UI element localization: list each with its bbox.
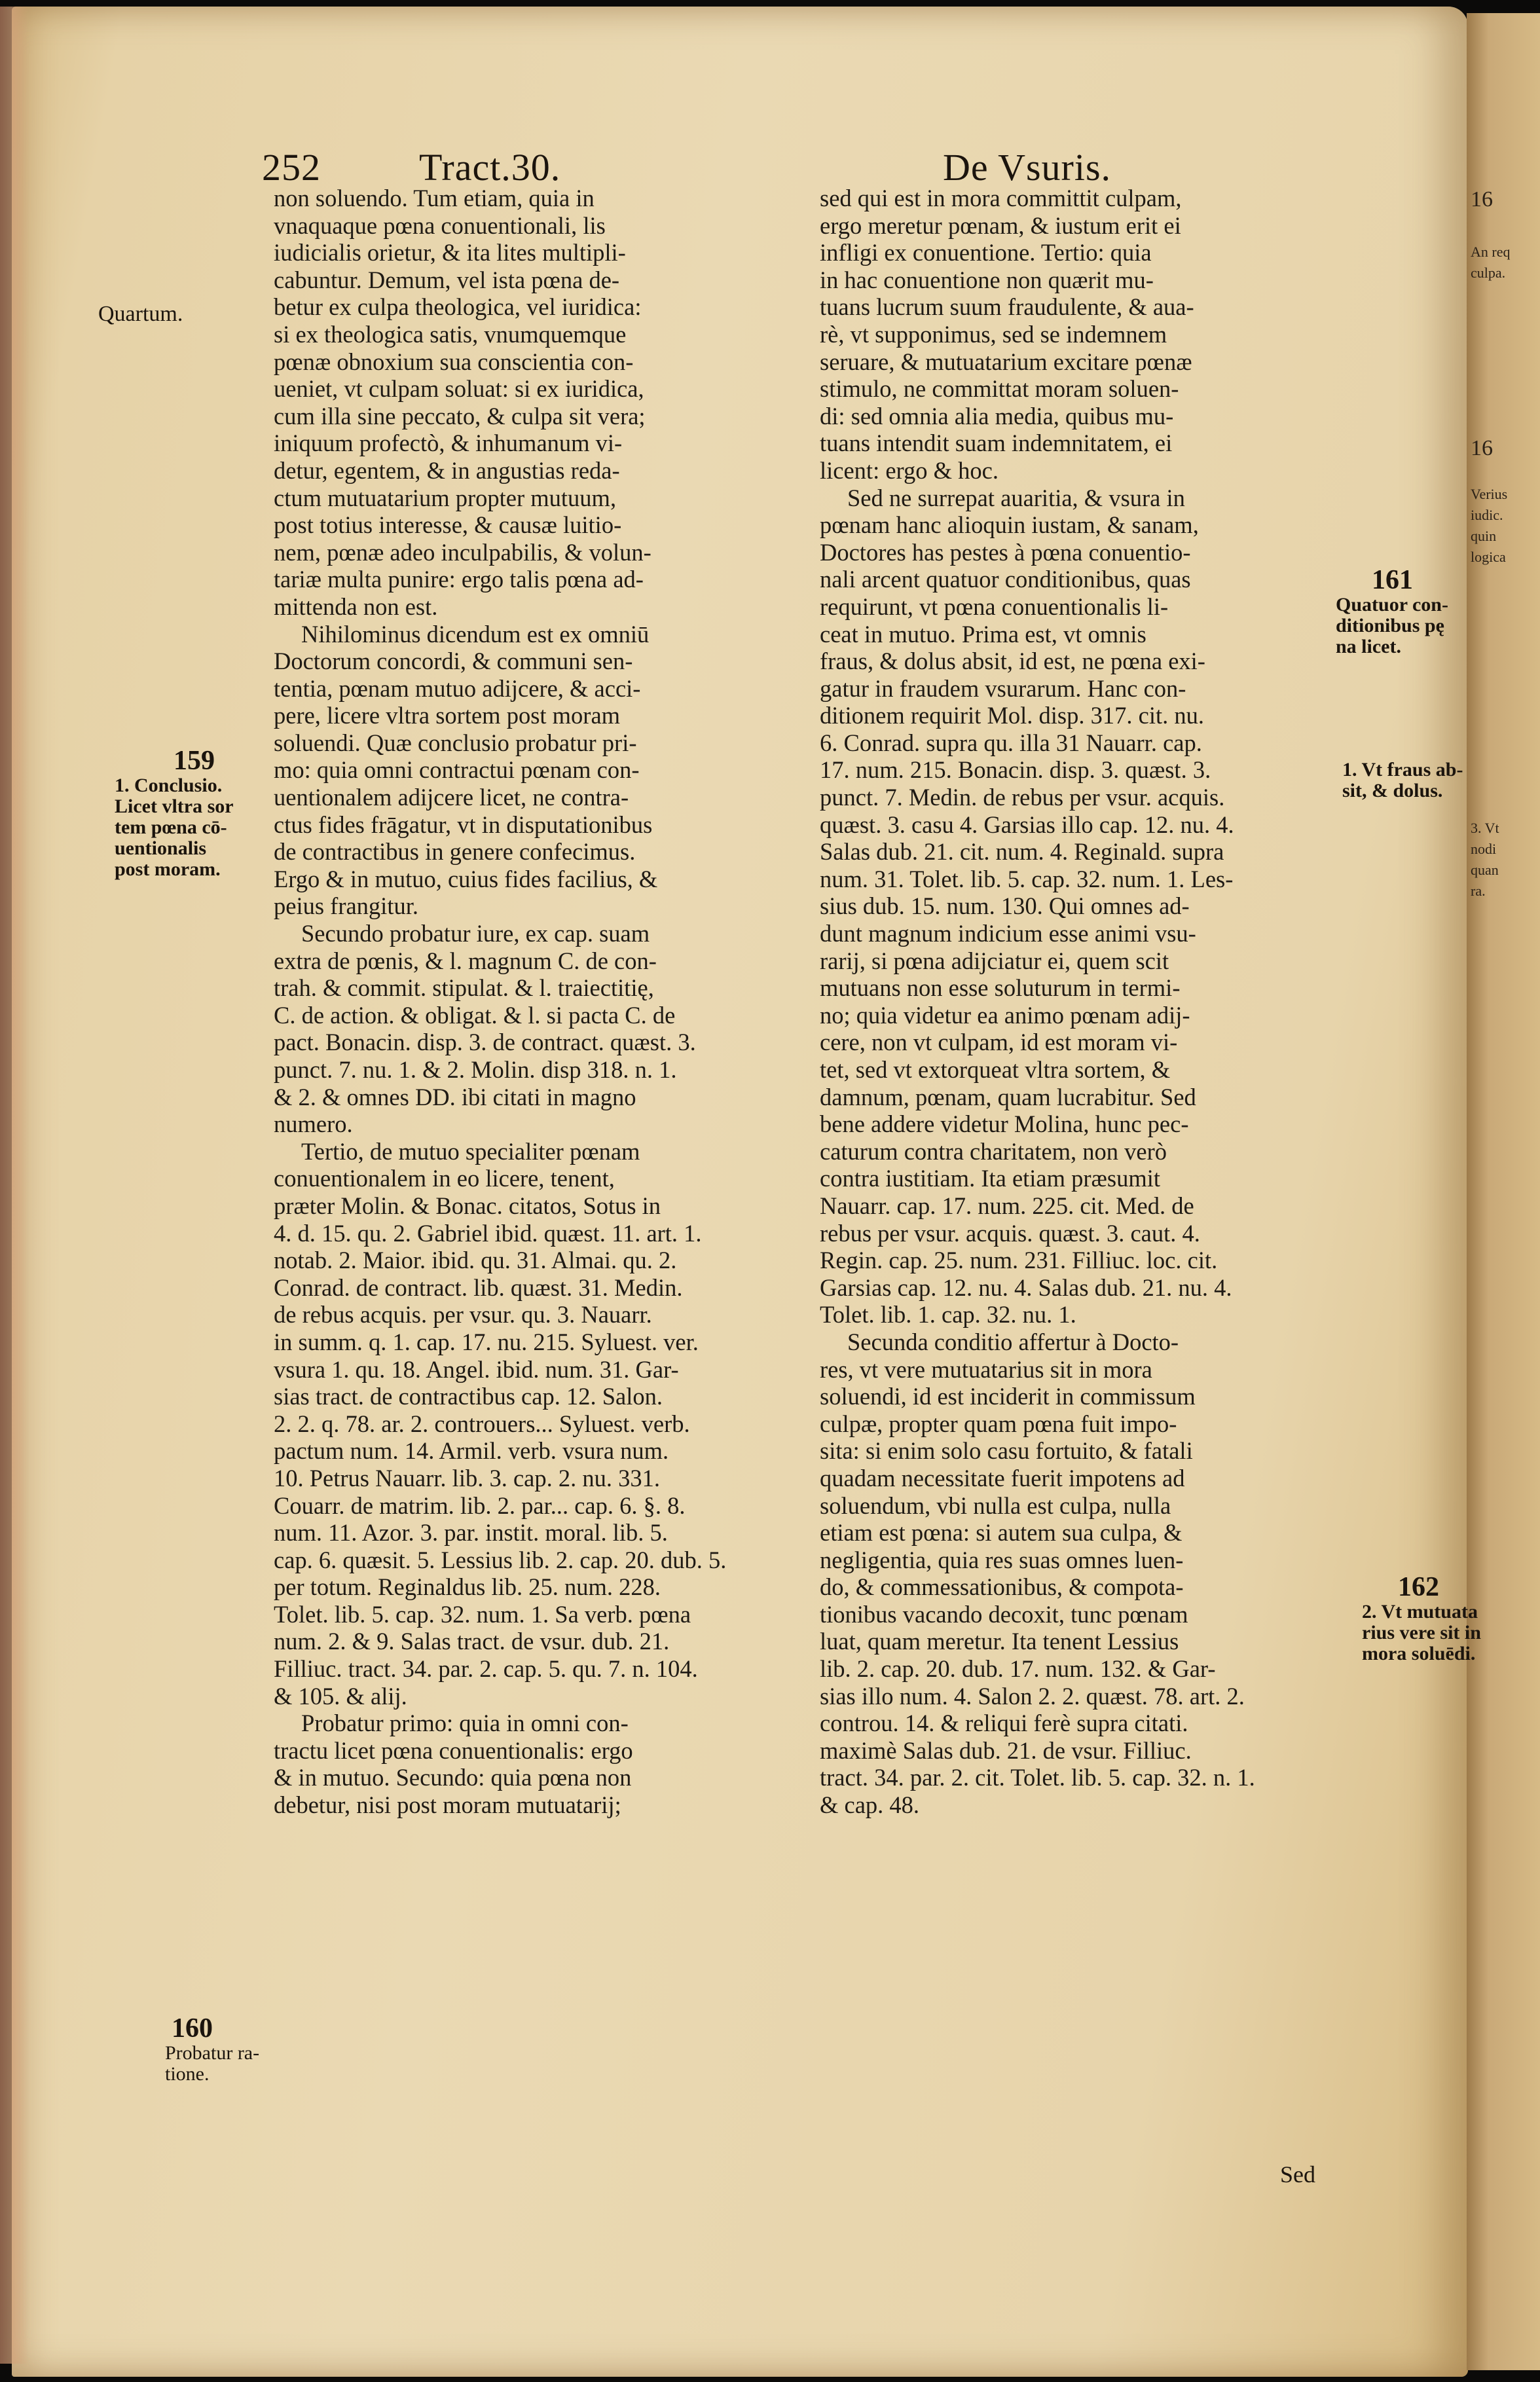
margin-note-line: post moram.	[115, 858, 221, 880]
text-line: bene addere videtur Molina, hunc pec-	[820, 1110, 1189, 1138]
margin-note-line: tem pœna cō-	[115, 816, 227, 838]
margin-note-line: rius vere sit in	[1362, 1622, 1481, 1643]
text-line: sed qui est in mora committit culpam,	[820, 185, 1182, 211]
section-title: De Vsuris.	[943, 146, 1112, 189]
text-line: di: sed omnia alia media, quibus mu-	[820, 402, 1174, 430]
text-line: num. 31. Tolet. lib. 5. cap. 32. num. 1. Les-	[820, 865, 1234, 892]
text-line: rarij, si pœna adijciatur ei, quem scit	[820, 947, 1169, 974]
text-line: tentia, pœnam mutuo adijcere, & acci-	[274, 674, 641, 702]
text-line: mutuans non esse soluturum in termi-	[820, 974, 1181, 1002]
text-line: Garsias cap. 12. nu. 4. Salas dub. 21. nu. 4.	[820, 1273, 1232, 1301]
text-line: cum illa sine peccato, & culpa sit vera;	[274, 402, 646, 430]
text-line: num. 2. & 9. Salas tract. de vsur. dub. 21.	[274, 1628, 670, 1655]
text-line: Tertio, de mutuo specialiter pœnam	[301, 1137, 640, 1165]
text-line: ctum mutuatarium propter mutuum,	[274, 484, 617, 511]
text-line: betur ex culpa theologica, vel iuridica:	[274, 293, 642, 321]
text-line: tionibus vacando decoxit, tunc pœnam	[820, 1600, 1188, 1628]
text-line: & cap. 48.	[820, 1791, 920, 1819]
text-line: ergo meretur pœnam, & iustum erit ei	[820, 211, 1181, 239]
text-line: quadam necessitate fuerit impotens ad	[820, 1464, 1185, 1492]
text-line: licent: ergo & hoc.	[820, 456, 999, 484]
text-line: Filliuc. tract. 34. par. 2. cap. 5. qu. 7. n. 104.	[274, 1655, 698, 1683]
text-line: ctus fides frāgatur, vt in disputationibus	[274, 811, 653, 838]
text-line: fraus, & dolus absit, id est, ne pœna exi-	[820, 648, 1205, 675]
text-line: si ex theologica satis, vnumquemque	[274, 320, 627, 348]
next-page-text: logica	[1471, 549, 1506, 565]
text-line: pactum num. 14. Armil. verb. vsura num.	[274, 1437, 669, 1465]
text-line: debetur, nisi post moram mutuatarij;	[274, 1791, 621, 1819]
margin-note-line: Licet vltra sor	[115, 796, 234, 817]
text-line: sias illo num. 4. Salon 2. 2. quæst. 78. art. 2.	[820, 1682, 1245, 1710]
text-line: sius dub. 15. num. 130. Qui omnes ad-	[820, 892, 1190, 920]
text-line: maximè Salas dub. 21. de vsur. Filliuc.	[820, 1736, 1192, 1764]
margin-note-line: na licet.	[1336, 636, 1401, 657]
text-line: nem, pœnæ adeo inculpabilis, & volun-	[274, 538, 651, 566]
text-line: Tolet. lib. 5. cap. 32. num. 1. Sa verb. pœna	[274, 1600, 691, 1628]
margin-note-line: mora soluēdi.	[1362, 1643, 1476, 1664]
text-line: punct. 7. nu. 1. & 2. Molin. disp 318. n. 1.	[274, 1056, 677, 1083]
text-line: uentionalem adijcere licet, ne contra-	[274, 784, 629, 811]
text-line: Conrad. de contract. lib. quæst. 31. Medin.	[274, 1273, 683, 1301]
text-line: tractu licet pœna conuentionalis: ergo	[274, 1736, 633, 1764]
text-line: tuans lucrum suum fraudulente, & aua-	[820, 293, 1194, 321]
text-line: & 105. & alij.	[274, 1682, 407, 1710]
text-line: C. de action. & obligat. & l. si pacta C. de	[274, 1001, 676, 1029]
next-page-text: quan	[1471, 862, 1499, 878]
text-line: mo: quia omni contractui pœnam con-	[274, 756, 640, 784]
adjacent-page-fragment	[1467, 13, 1540, 2370]
margin-note-line: 2. Vt mutuata	[1362, 1601, 1478, 1622]
next-page-text: An req	[1471, 244, 1511, 260]
text-line: sias tract. de contractibus cap. 12. Salon.	[274, 1383, 663, 1410]
text-line: stimulo, ne committat moram soluen-	[820, 375, 1179, 403]
text-line: detur, egentem, & in angustias reda-	[274, 456, 620, 484]
margin-note-line: ditionibus pę	[1336, 615, 1444, 636]
left-text-column	[274, 185, 811, 1819]
text-line: mittenda non est.	[274, 593, 438, 620]
text-line: conuentionalem in eo licere, tenent,	[274, 1165, 615, 1192]
margin-note-line: tione.	[165, 2063, 210, 2085]
text-line: Doctores has pestes à pœna conuentio-	[820, 538, 1191, 566]
margin-note-162	[1362, 1572, 1481, 1664]
page-number: 252	[262, 146, 321, 189]
text-line: in summ. q. 1. cap. 17. nu. 215. Syluest. ver.	[274, 1328, 699, 1355]
next-page-text: 3. Vt	[1471, 820, 1499, 836]
text-line: Probatur primo: quia in omni con-	[301, 1710, 629, 1737]
text-line: pact. Bonacin. disp. 3. de contract. quæst. 3.	[274, 1029, 696, 1056]
text-line: de rebus acquis. per vsur. qu. 3. Nauarr.	[274, 1301, 652, 1328]
text-line: no; quia videtur ea animo pœnam adij-	[820, 1001, 1190, 1029]
text-line: pœnam hanc alioquin iustam, & sanam,	[820, 511, 1199, 539]
margin-note-number: 161	[1372, 565, 1413, 595]
text-line: Doctorum concordi, & communi sen-	[274, 648, 633, 675]
text-line: contra iustitiam. Ita etiam præsumit	[820, 1165, 1161, 1192]
next-page-text: Verius	[1471, 486, 1508, 502]
next-page-text: quin	[1471, 528, 1497, 544]
text-line: 10. Petrus Nauarr. lib. 3. cap. 2. nu. 331.	[274, 1464, 660, 1492]
text-line: in hac conuentione non quærit mu-	[820, 266, 1154, 293]
text-line: infligi ex conuentione. Tertio: quia	[820, 239, 1152, 266]
text-line: caturum contra charitatem, non verò	[820, 1137, 1167, 1165]
text-line: soluendi, id est inciderit in commissum	[820, 1383, 1196, 1410]
margin-note-condition-1	[1342, 760, 1463, 801]
text-line: luat, quam meretur. Ita tenent Lessius	[820, 1628, 1179, 1655]
next-page-text: 16	[1471, 187, 1493, 211]
margin-note-quartum: Quartum.	[98, 302, 183, 326]
text-line: gatur in fraudem vsurarum. Hanc con-	[820, 674, 1186, 702]
text-line: notab. 2. Maior. ibid. qu. 31. Almai. qu. 2.	[274, 1247, 677, 1274]
margin-note-number: 160	[172, 2013, 213, 2043]
text-line: soluendum, vbi nulla est culpa, nulla	[820, 1492, 1171, 1519]
text-line: iudicialis orietur, & ita lites multipli-	[274, 239, 626, 266]
text-line: tariæ multa punire: ergo talis pœna ad-	[274, 566, 644, 593]
margin-note-number: 162	[1398, 1572, 1439, 1602]
text-line: requirunt, vt pœna conuentionalis li-	[820, 593, 1169, 620]
text-line: per totum. Reginaldus lib. 25. num. 228.	[274, 1573, 661, 1601]
text-line: soluendi. Quæ conclusio probatur pri-	[274, 729, 637, 756]
text-line: cabuntur. Demum, vel ista pœna de-	[274, 266, 620, 293]
text-line: tract. 34. par. 2. cit. Tolet. lib. 5. cap. 32. n. 1.	[820, 1764, 1255, 1791]
text-line: etiam est pœna: si autem sua culpa, &	[820, 1519, 1182, 1547]
text-line: pere, licere vltra sortem post moram	[274, 702, 621, 729]
text-line: ditionem requirit Mol. disp. 317. cit. nu.	[820, 702, 1204, 729]
text-line: cap. 6. quæsit. 5. Lessius lib. 2. cap. 20. dub. 5.	[274, 1546, 727, 1573]
margin-note-161	[1336, 565, 1448, 657]
text-line: extra de pœnis, & l. magnum C. de con-	[274, 947, 657, 974]
next-page-text: ra.	[1471, 883, 1486, 899]
text-line: punct. 7. Medin. de rebus per vsur. acquis.	[820, 784, 1225, 811]
text-line: de contractibus in genere confecimus.	[274, 838, 636, 866]
margin-note-160	[165, 2013, 260, 2085]
text-line: damnum, pœnam, quam lucrabitur. Sed	[820, 1083, 1196, 1110]
text-line: & 2. & omnes DD. ibi citati in magno	[274, 1083, 636, 1110]
text-line: pœnæ obnoxium sua conscientia con-	[274, 348, 634, 375]
text-line: sita: si enim solo casu fortuito, & fatali	[820, 1437, 1193, 1465]
next-page-text: iudic.	[1471, 507, 1503, 523]
margin-note-number: 159	[174, 746, 215, 776]
text-line: cere, non vt culpam, id est moram vi-	[820, 1029, 1178, 1056]
text-line: culpæ, propter quam pœna fuit impo-	[820, 1410, 1177, 1437]
text-line: Nihilominus dicendum est ex omniū	[301, 620, 650, 648]
text-line: præter Molin. & Bonac. citatos, Sotus in	[274, 1192, 661, 1219]
next-page-text: nodi	[1471, 841, 1497, 857]
right-text-column	[820, 185, 1345, 1819]
margin-note-line: sit, & dolus.	[1342, 780, 1443, 801]
text-line: 2. 2. q. 78. ar. 2. controuers... Syluest. verb.	[274, 1410, 690, 1437]
text-line: Secunda conditio affertur à Docto-	[847, 1328, 1179, 1355]
text-line: numero.	[274, 1110, 353, 1138]
text-line: rebus per vsur. acquis. quæst. 3. caut. 4.	[820, 1219, 1200, 1247]
text-line: Ergo & in mutuo, cuius fides facilius, &	[274, 865, 658, 892]
text-line: trah. & commit. stipulat. & l. traiectitię,	[274, 974, 654, 1002]
page-edge	[0, 7, 29, 2364]
text-line: 17. num. 215. Bonacin. disp. 3. quæst. 3.	[820, 756, 1211, 784]
text-line: Nauarr. cap. 17. num. 225. cit. Med. de	[820, 1192, 1194, 1219]
next-page-text: culpa.	[1471, 265, 1506, 281]
margin-note-line: 1. Conclusio.	[115, 775, 223, 796]
margin-note-line: uentionalis	[115, 837, 207, 859]
text-line: & in mutuo. Secundo: quia pœna non	[274, 1764, 632, 1791]
text-line: rè, vt supponimus, sed se indemnem	[820, 320, 1167, 348]
text-line: num. 11. Azor. 3. par. instit. moral. lib. 5.	[274, 1519, 668, 1547]
text-line: nali arcent quatuor conditionibus, quas	[820, 566, 1191, 593]
text-line: peius frangitur.	[274, 892, 418, 920]
margin-note-line: Quatuor con-	[1336, 594, 1448, 615]
text-line: Regin. cap. 25. num. 231. Filliuc. loc. cit.	[820, 1247, 1218, 1274]
text-line: non soluendo. Tum etiam, quia in	[274, 185, 595, 211]
margin-note-line: 1. Vt fraus ab-	[1342, 759, 1463, 780]
text-line: controu. 14. & reliqui ferè supra citati.	[820, 1710, 1188, 1737]
text-line: Sed ne surrepat auaritia, & vsura in	[847, 484, 1185, 511]
text-line: vsura 1. qu. 18. Angel. ibid. num. 31. Gar-	[274, 1355, 679, 1383]
margin-note-line: Probatur ra-	[165, 2042, 260, 2064]
text-line: iniquum profectò, & inhumanum vi-	[274, 430, 623, 457]
text-line: Secundo probatur iure, ex cap. suam	[301, 920, 650, 947]
text-line: ceat in mutuo. Prima est, vt omnis	[820, 620, 1146, 648]
text-line: seruare, & mutuatarium excitare pœnæ	[820, 348, 1192, 375]
text-line: Salas dub. 21. cit. num. 4. Reginald. supra	[820, 838, 1224, 866]
text-line: Tolet. lib. 1. cap. 32. nu. 1.	[820, 1301, 1076, 1328]
text-line: res, vt vere mutuatarius sit in mora	[820, 1355, 1152, 1383]
text-line: post totius interesse, & causæ luitio-	[274, 511, 622, 539]
catchword: Sed	[1280, 2161, 1315, 2188]
text-line: 6. Conrad. supra qu. illa 31 Nauarr. cap.	[820, 729, 1202, 756]
text-line: 4. d. 15. qu. 2. Gabriel ibid. quæst. 11. art. 1.	[274, 1219, 702, 1247]
text-line: vnaquaque pœna conuentionali, lis	[274, 211, 606, 239]
text-line: ueniet, vt culpam soluat: si ex iuridica,	[274, 375, 644, 403]
text-line: Couarr. de matrim. lib. 2. par... cap. 6. §. 8.	[274, 1492, 686, 1519]
text-line: lib. 2. cap. 20. dub. 17. num. 132. & Gar-	[820, 1655, 1216, 1683]
next-page-text: 16	[1471, 436, 1493, 460]
text-line: tet, sed vt extorqueat vltra sortem, &	[820, 1056, 1171, 1083]
text-line: quæst. 3. casu 4. Garsias illo cap. 12. nu. 4.	[820, 811, 1234, 838]
text-line: negligentia, quia res suas omnes luen-	[820, 1546, 1184, 1573]
margin-note-159	[115, 746, 234, 880]
text-line: do, & commessationibus, & compota-	[820, 1573, 1184, 1601]
tractatus-heading: Tract.30.	[419, 146, 561, 189]
text-line: dunt magnum indicium esse animi vsu-	[820, 920, 1196, 947]
text-line: tuans intendit suam indemnitatem, ei	[820, 430, 1173, 457]
